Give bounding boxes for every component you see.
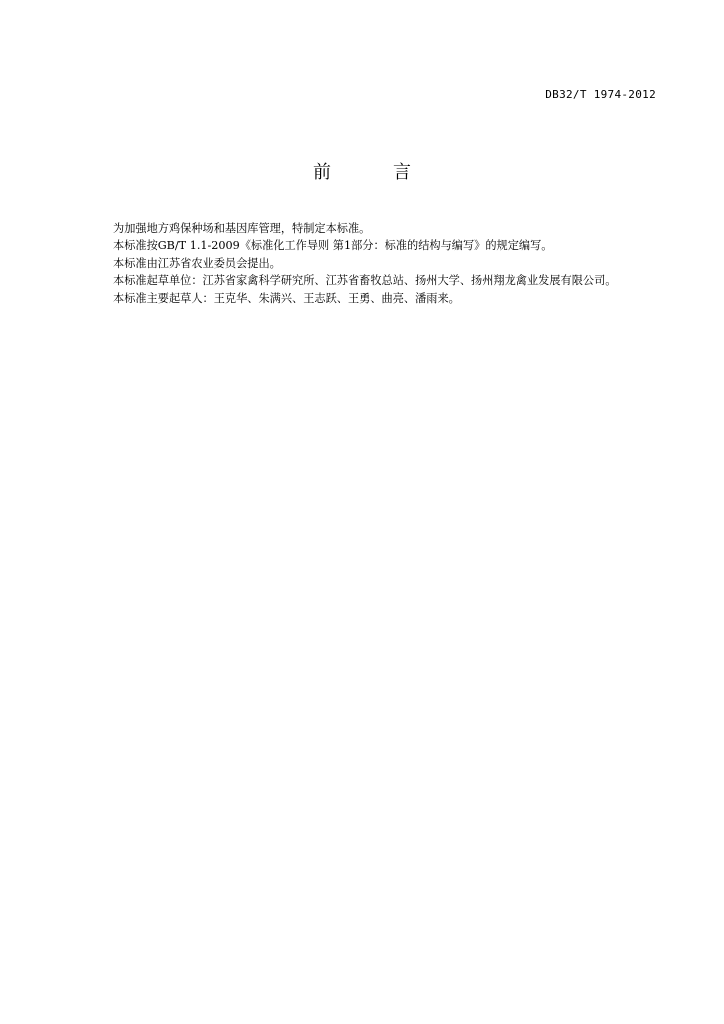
standard-code: DB32/T 1974-2012 bbox=[545, 88, 656, 101]
paragraph-drafters: 本标准主要起草人：王克华、朱满兴、王志跃、王勇、曲亮、潘雨来。 bbox=[113, 291, 460, 305]
foreword-body bbox=[89, 220, 659, 307]
paragraph-drafting-rules: 本标准按GB/T 1.1-2009《标准化工作导则 第1部分：标准的结构与编写》的规定编写。 bbox=[113, 239, 553, 253]
paragraph-drafting-units: 本标准起草单位：江苏省家禽科学研究所、江苏省畜牧总站、扬州大学、扬州翔龙禽业发展有限公司。 bbox=[113, 274, 617, 288]
paragraph-proposer: 本标准由江苏省农业委员会提出。 bbox=[113, 256, 281, 270]
page-title: 前 言 bbox=[313, 162, 433, 183]
paragraph-purpose: 为加强地方鸡保种场和基因库管理，特制定本标准。 bbox=[113, 222, 371, 235]
